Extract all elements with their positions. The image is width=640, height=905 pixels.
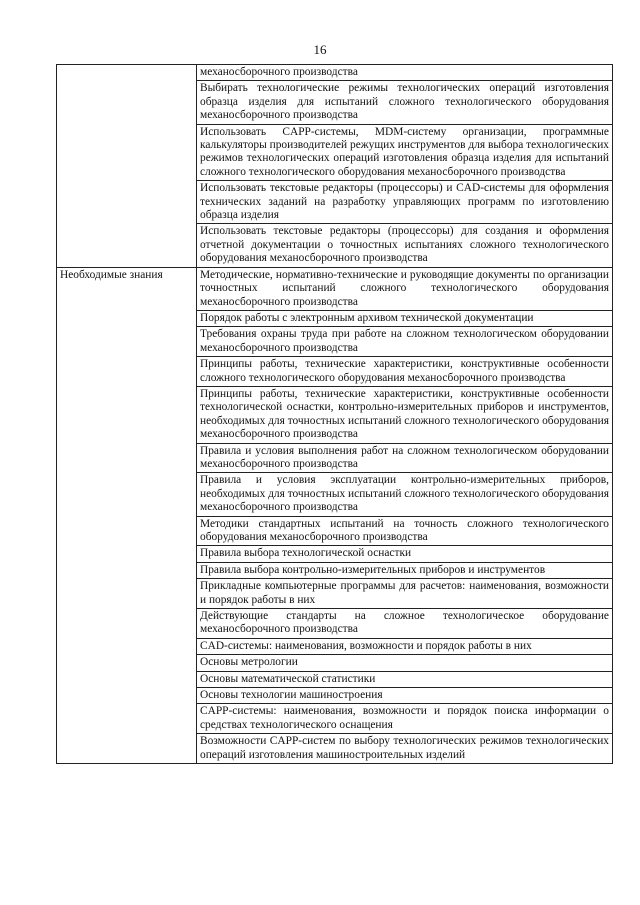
requirements-table xyxy=(56,64,613,764)
table-cell-item: Возможности CAPP-систем по выбору технологических режимов технологических операций изготовления машиностроительных изделий xyxy=(197,734,613,764)
table-cell-item: Использовать текстовые редакторы (процессоры) и CAD-системы для оформления технических заданий на разработку управляющих программ по изготовлению образца изделия xyxy=(197,181,613,224)
table-cell-item: Методические, нормативно-технические и руководящие документы по организации точностных испытаний сложного технологического оборудования механосборочного производства xyxy=(197,267,613,310)
table-cell-item: Использовать текстовые редакторы (процессоры) для создания и оформления отчетной документации о точностных испытаниях сложного технологического оборудования механосборочного производства xyxy=(197,224,613,267)
table-row xyxy=(57,65,613,81)
table-cell-item: Действующие стандарты на сложное технологическое оборудование механосборочного производства xyxy=(197,609,613,639)
table-cell-item: Основы метрологии xyxy=(197,655,613,671)
table-cell-item: Правила и условия эксплуатации контрольно-измерительных приборов, необходимых для точностных испытаний сложного технологического оборудования механосборочного производства xyxy=(197,473,613,516)
table-row xyxy=(57,267,613,310)
section-label-skills xyxy=(57,65,197,268)
table-cell-item: Принципы работы, технические характеристики, конструктивные особенности сложного технологического оборудования механосборочного производства xyxy=(197,357,613,387)
table-cell-item: Основы технологии машиностроения xyxy=(197,688,613,704)
table-cell-item: CAPP-системы: наименования, возможности и порядок поиска информации о средствах технологического оснащения xyxy=(197,704,613,734)
table-cell-item: Прикладные компьютерные программы для расчетов: наименования, возможности и порядок работы в них xyxy=(197,579,613,609)
table-cell-item: Выбирать технологические режимы технологических операций изготовления образца изделия для испытаний сложного технологического оборудования механосборочного производства xyxy=(197,81,613,124)
table-cell-item: механосборочного производства xyxy=(197,65,613,81)
table-cell-item: Основы математической статистики xyxy=(197,671,613,687)
page-number: 16 xyxy=(313,42,327,57)
table-cell-item: Правила и условия выполнения работ на сложном технологическом оборудовании механосборочного производства xyxy=(197,443,613,473)
table-cell-item: Правила выбора контрольно-измерительных приборов и инструментов xyxy=(197,562,613,578)
table-cell-item: Правила выбора технологической оснастки xyxy=(197,546,613,562)
table-cell-item: Порядок работы с электронным архивом технической документации xyxy=(197,310,613,326)
table-cell-item: Принципы работы, технические характеристики, конструктивные особенности технологической оснастки, контрольно-измерительных приборов и инструментов, необходимых для точностных испытаний сложного технологического оборудования механосборочного производства xyxy=(197,386,613,443)
table-cell-item: CAD-системы: наименования, возможности и порядок работы в них xyxy=(197,638,613,654)
section-label-knowledge: Необходимые знания xyxy=(57,267,197,763)
table-cell-item: Использовать CAPP-системы, MDM-систему организации, программные калькуляторы производителей режущих инструментов для выбора технологических режимов технологических операций изготовления образца изделия для испытаний сложного технологического оборудования механосборочного производства xyxy=(197,124,613,181)
table-cell-item: Требования охраны труда при работе на сложном технологическом оборудовании механосборочного производства xyxy=(197,327,613,357)
table-cell-item: Методики стандартных испытаний на точность сложного технологического оборудования механосборочного производства xyxy=(197,516,613,546)
